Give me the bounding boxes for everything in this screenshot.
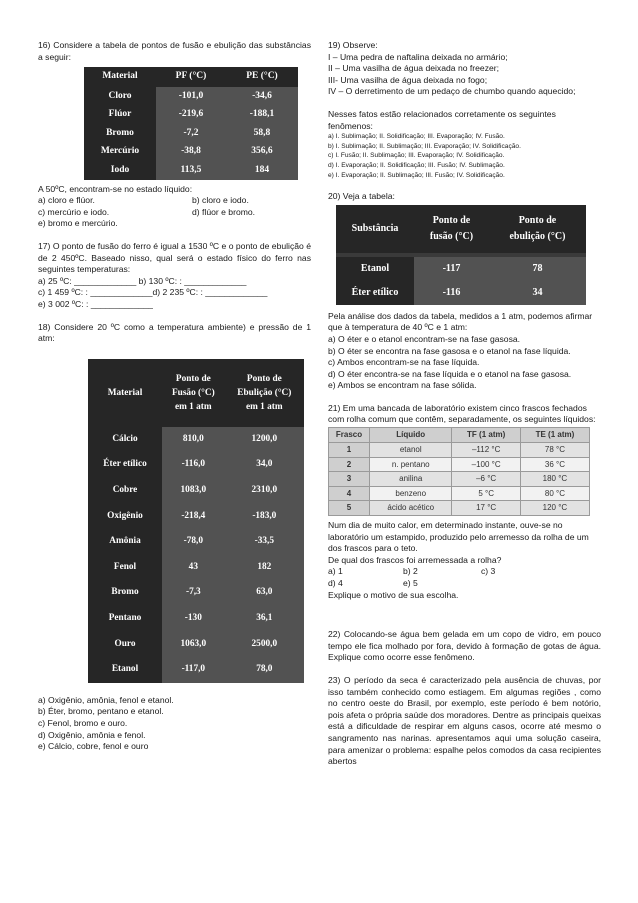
q21-option-d[interactable]: d) 4 [328,578,343,588]
q19-item: II – Uma vasilha de água deixada no freezer; [328,63,500,74]
q21-options-row [328,566,601,578]
table-cell: 5 [329,501,370,516]
q16-option-d[interactable]: d) flúor e bromo. [192,206,256,217]
table-cell: ácido acético [370,501,452,516]
header-line: Ebulição (°C) [237,387,292,398]
table-cell: anilina [370,472,452,487]
table-cell: 182 [225,555,304,581]
table-cell: Etanol [336,257,414,281]
table-cell: 356,6 [226,143,298,162]
table-row [88,632,304,658]
table-row [329,457,590,472]
table-cell: 34,0 [225,452,304,478]
right-column [328,40,601,768]
table-row [88,504,304,530]
header-line: Ponto de [175,373,211,384]
q16-question: A 50ºC, encontram-se no estado líquido: [38,183,193,194]
table-header: Líquido [370,428,452,443]
q23-text: 23) O período da seca é caracterizado pela ausência de chuvas, por isso também conhecido como estiagem. Em algumas regiões , como no centro oeste do Brasil, por exemplo, este período é bem notório, pois afeta o própria saúde dos moradores. Dentre as principais queixas está a dificuldade de respirar em alguns casos, ocorre até mesmo o sangramento nas narinas. apresentamos aqui uma solução caseira, para amenizar o problema: espalhe pelos comodos da casa recipientes abertos [328,674,601,767]
table-cell: 113,5 [156,161,226,180]
table-cell: Cálcio [88,427,162,453]
q20-text: Pela análise dos dados da tabela, medidos a 1 atm, podemos afirmar que à temperatura de 40 ºC e 1 atm: [328,310,593,333]
table-cell: 36,1 [225,606,304,632]
table-cell: 1 [329,443,370,458]
table-cell: -116,0 [162,452,225,478]
table-cell: 1083,0 [162,478,225,504]
table-header: TF (1 atm) [452,428,520,443]
table-cell: -7,2 [156,124,226,143]
table-cell: -117,0 [162,657,225,683]
table-cell: Iodo [84,161,156,180]
q16-intro: 16) Considere a tabela de pontos de fusão e ebulição das substâncias a seguir: [38,40,311,62]
table-cell: Cobre [88,478,162,504]
header-line: Ponto de [432,214,471,226]
q17-line-2[interactable]: c) 1 459 ºC: : _____________d) 2 235 ºC: : _____________ [38,287,268,298]
q19-option-b[interactable]: b) I. Sublimação; II. Sublimação; III. Evaporação; IV. Solidificação. [328,142,521,150]
q20-option-b[interactable]: b) O éter se encontra na fase gasosa e o etanol na fase líquida. [328,345,571,356]
q21-intro: 21) Em uma bancada de laboratório existem cinco frascos fechados com rolha comum que contêm, separadamente, os seguintes líquidos: [328,402,596,425]
table-cell: 17 °C [452,501,520,516]
table-cell: Éter etílico [336,281,414,305]
q19-question: Nesses fatos estão relacionados corretamente os seguintes fenômenos: [328,108,556,131]
q18-option-b[interactable]: b) Éter, bromo, pentano e etanol. [38,706,164,717]
header-line: ebulição (°C) [509,230,566,242]
q17-text: 17) O ponto de fusão do ferro é igual a 1530 ºC e o ponto de ebulição é de 2 450ºC. Baseado nisso, qual será o estado físico do ferro nas seguintes temperaturas: [38,241,311,275]
table-cell: 3 [329,472,370,487]
table-cell: -219,6 [156,106,226,125]
table-cell: 78 °C [520,443,589,458]
table-cell: 184 [226,161,298,180]
q16-options-row [38,207,311,219]
q18-option-c[interactable]: c) Fenol, bromo e ouro. [38,717,128,728]
header-line: em 1 atm [174,401,212,412]
table-row [84,87,298,106]
q21-table [328,427,590,516]
table-cell: 180 °C [520,472,589,487]
table-cell: 58,8 [226,124,298,143]
table-cell: -183,0 [225,504,304,530]
table-row [329,472,590,487]
table-cell: Cloro [84,87,156,106]
table-cell: benzeno [370,486,452,501]
table-row [88,427,304,453]
q20-option-a[interactable]: a) O éter e o etanol encontram-se na fase gasosa. [328,333,521,344]
q16-option-a[interactable]: a) cloro e flúor. [38,195,95,206]
table-header: Substância [336,205,414,253]
header-line: Ponto de [246,373,282,384]
table-row [336,257,586,281]
table-row [84,106,298,125]
table-cell: Ouro [88,632,162,658]
q19-option-d[interactable]: d) I. Evaporação; II. Solidificação; III. Fusão; IV. Sublimação. [328,161,505,169]
table-cell: -78,0 [162,529,225,555]
table-cell: Pentano [88,606,162,632]
table-cell: -218,4 [162,504,225,530]
table-header: TE (1 atm) [520,428,589,443]
q18-option-a[interactable]: a) Oxigênio, amônia, fenol e etanol. [38,694,174,705]
table-cell: -33,5 [225,529,304,555]
q21-options-row [328,578,601,590]
q20-intro: 20) Veja a tabela: [328,191,395,202]
table-header [489,205,586,253]
table-row [88,606,304,632]
table-row [88,478,304,504]
table-cell: -117 [414,257,489,281]
table-cell: 80 °C [520,486,589,501]
table-row [88,657,304,683]
header-line: Fusão (°C) [171,387,215,398]
table-cell: Mercúrio [84,143,156,162]
q22-text: 22) Colocando-se água bem gelada em um copo de vidro, em pouco tempo ele fica molhado por fora, devido à formação de gotas de água. Explique como ocorre esse fenômeno. [328,629,601,663]
table-cell: etanol [370,443,452,458]
table-cell: -116 [414,281,489,305]
table-row [329,443,590,458]
q21-option-c[interactable]: c) 3 [481,566,496,577]
table-header [162,359,225,427]
table-row [329,501,590,516]
table-cell: 4 [329,486,370,501]
table-header: Material [88,359,162,427]
table-cell: 2310,0 [225,478,304,504]
table-cell: Bromo [88,580,162,606]
table-cell: 34 [489,281,586,305]
q19-item: III- Uma vasilha de água deixada no fogo; [328,74,488,85]
table-cell: -101,0 [156,87,226,106]
table-row [336,281,586,305]
table-cell: Oxigênio [88,504,162,530]
table-cell: 78,0 [225,657,304,683]
table-row [88,452,304,478]
table-cell: 120 °C [520,501,589,516]
q18-option-e[interactable]: e) Cálcio, cobre, fenol e ouro [38,741,149,752]
table-row [88,580,304,606]
left-column [38,40,311,753]
table-header: Frasco [329,428,370,443]
table-row [84,161,298,180]
q16-option-e[interactable]: e) bromo e mercúrio. [38,218,118,229]
q20-option-d[interactable]: d) O éter encontra-se na fase líquida e o etanol na fase gasosa. [328,368,572,379]
table-cell: -188,1 [226,106,298,125]
table-cell: n. pentano [370,457,452,472]
table-cell: 2 [329,457,370,472]
table-cell: 63,0 [225,580,304,606]
table-cell: -7,3 [162,580,225,606]
table-row [84,143,298,162]
table-cell: Flúor [84,106,156,125]
q20-option-e[interactable]: e) Ambos se encontram na fase sólida. [328,380,477,391]
q19-title: 19) Observe: [328,40,378,50]
table-cell: -130 [162,606,225,632]
q19-item: IV – O derretimento de um pedaço de chumbo quando aquecido; [328,86,576,97]
table-cell: 1063,0 [162,632,225,658]
q20-option-c[interactable]: c) Ambos encontram-se na fase líquida. [328,357,480,368]
table-cell: 2500,0 [225,632,304,658]
table-row [88,555,304,581]
table-header: PF (°C) [156,67,226,87]
q21-option-b[interactable]: b) 2 [403,566,418,577]
table-row [329,486,590,501]
q17-line-1[interactable]: a) 25 ºC: _____________ b) 130 ºC: : _____________ [38,275,247,286]
q18-table [88,359,304,683]
table-cell: -38,8 [156,143,226,162]
table-cell: –6 °C [452,472,520,487]
table-cell: 43 [162,555,225,581]
q16-table [84,67,298,180]
table-cell: Fenol [88,555,162,581]
table-header: Material [84,67,156,87]
header-line: Ponto de [518,214,557,226]
q17-line-3[interactable]: e) 3 002 ºC: : _____________ [38,299,153,310]
q21-option-e[interactable]: e) 5 [403,578,418,588]
table-cell: Éter etílico [88,452,162,478]
table-cell: 1200,0 [225,427,304,453]
header-line: fusão (°C) [429,230,474,242]
q19-option-c[interactable]: c) I. Fusão; II. Sublimação; III. Evaporação; IV. Solidificação. [328,152,505,160]
table-cell: 78 [489,257,586,281]
table-header [225,359,304,427]
q20-table [336,205,586,305]
q18-option-d[interactable]: d) Oxigênio, amônia e fenol. [38,729,146,740]
table-cell: 810,0 [162,427,225,453]
table-cell: 5 °C [452,486,520,501]
q21-option-a[interactable]: a) 1 [328,566,343,577]
table-header [414,205,489,253]
header-line: em 1 atm [245,401,283,412]
table-row [88,529,304,555]
q16-option-c[interactable]: c) mercúrio e iodo. [38,206,110,217]
table-header: PE (°C) [226,67,298,87]
table-row [84,124,298,143]
q19-option-a[interactable]: a) I. Sublimação; II. Solidificação; III. Evaporação; IV. Fusão. [328,133,505,141]
q18-intro: 18) Considere 20 ºC como a temperatura ambiente) e pressão de 1 atm: [38,321,311,344]
q16-option-b[interactable]: b) cloro e iodo. [192,195,249,206]
table-cell: -34,6 [226,87,298,106]
table-cell: –100 °C [452,457,520,472]
q19-item: I – Uma pedra de naftalina deixada no armário; [328,51,508,62]
q21-explain: Explique o motivo de sua escolha. [328,589,459,600]
table-cell: Bromo [84,124,156,143]
q21-question: De qual dos frascos foi arremessada a rolha? [328,554,502,565]
q16-options-row [38,195,311,207]
table-cell: Amônia [88,529,162,555]
q19-option-e[interactable]: e) I. Evaporação; II. Sublimação; III. Fusão; IV. Solidificação. [328,171,505,179]
table-cell: 36 °C [520,457,589,472]
table-cell: –112 °C [452,443,520,458]
table-cell: Etanol [88,657,162,683]
q21-text: Num dia de muito calor, em determinado instante, ouve-se no laboratório um estampido, produzido pelo arremesso da rolha de um dos frascos para o teto. [328,520,589,554]
